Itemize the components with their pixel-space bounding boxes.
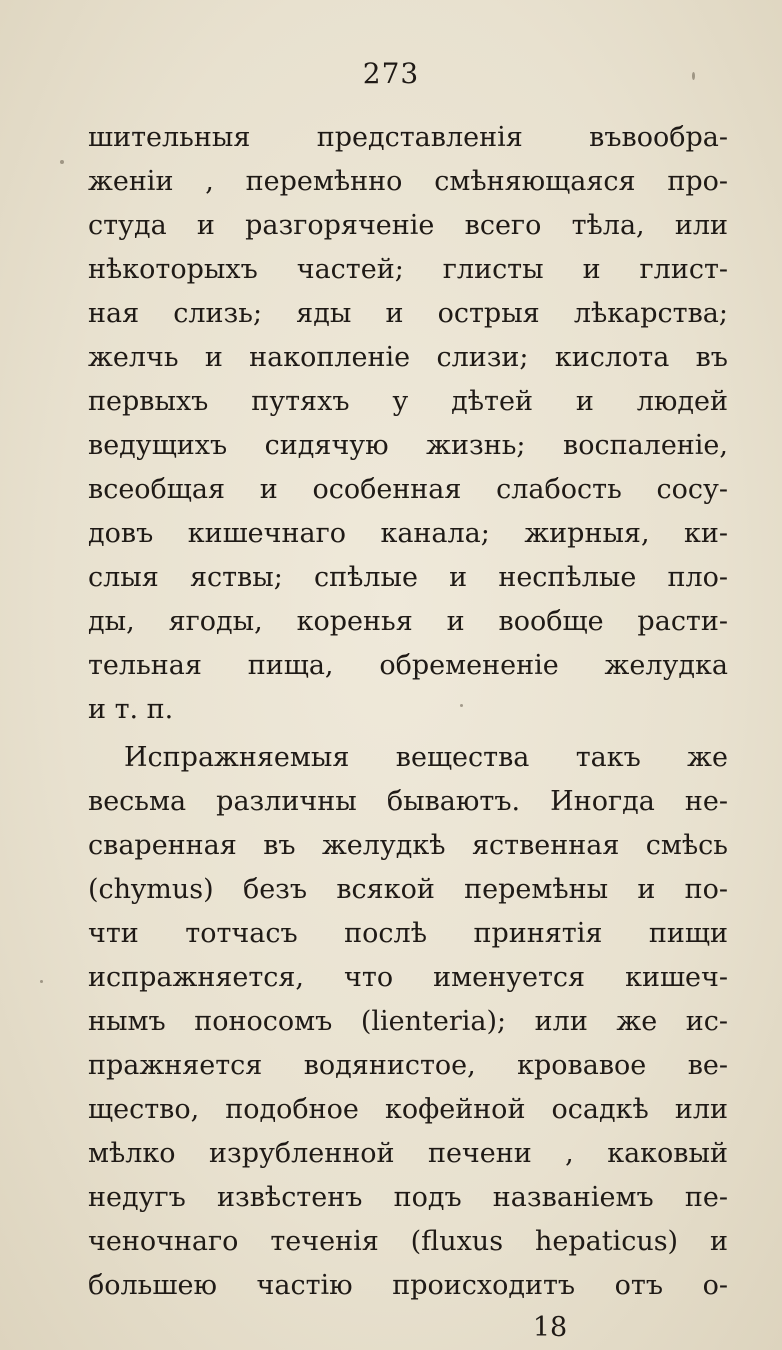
text-line: женіи , перемѣнно смѣняющаяся про-: [88, 166, 728, 197]
text-line: весьма различны бываютъ. Иногда не-: [88, 786, 728, 817]
text-line: испражняется, что именуется кишеч-: [88, 962, 728, 993]
text-line: слыя яствы; спѣлые и неспѣлые пло-: [88, 562, 728, 593]
text-line: (chymus) безъ всякой перемѣны и по-: [88, 874, 728, 905]
text-line: недугъ извѣстенъ подъ названіемъ пе-: [88, 1182, 728, 1213]
text-line: щество, подобное кофейной осадкѣ или: [88, 1094, 728, 1125]
page-number: 273: [362, 57, 420, 90]
text-line: нѣкоторыхъ частей; глисты и глист-: [88, 254, 728, 285]
text-line: ведущихъ сидячую жизнь; воспаленіе,: [88, 430, 728, 461]
text-line: ная слизь; яды и острыя лѣкарства;: [88, 298, 728, 329]
paper-speck: [40, 980, 43, 983]
text-line: Испражняемыя вещества такъ же: [124, 742, 728, 773]
text-line: шительныя представленія въвообра-: [88, 122, 728, 153]
text-line: студа и разгоряченіе всего тѣла, или: [88, 210, 728, 241]
paper-speck: [692, 72, 695, 80]
paper-speck: [460, 704, 463, 707]
text-line: большею частію происходитъ отъ о-: [88, 1270, 728, 1301]
text-line: желчь и накопленіе слизи; кислота въ: [88, 342, 728, 373]
text-line: мѣлко изрубленной печени , каковый: [88, 1138, 728, 1169]
text-line: чти тотчасъ послѣ принятія пищи: [88, 918, 728, 949]
text-line: всеобщая и особенная слабость сосу-: [88, 474, 728, 505]
text-line: ды, ягоды, коренья и вообще расти-: [88, 606, 728, 637]
text-line: ченочнаго теченія (fluxus hepaticus) и: [88, 1226, 728, 1257]
body-text: [88, 116, 728, 1308]
text-line: тельная пища, обремененіе желудка: [88, 650, 728, 681]
text-line: и т. п.: [88, 694, 174, 725]
text-line: нымъ поносомъ (lienteria); или же ис-: [88, 1006, 728, 1037]
text-line: первыхъ путяхъ у дѣтей и людей: [88, 386, 728, 417]
text-line: довъ кишечнаго канала; жирныя, ки-: [88, 518, 728, 549]
text-line: пражняется водянистое, кровавое ве-: [88, 1050, 728, 1081]
signature-mark: 18: [532, 1312, 568, 1343]
paper-speck: [60, 160, 64, 164]
text-line: сваренная въ желудкѣ яственная смѣсь: [88, 830, 728, 861]
